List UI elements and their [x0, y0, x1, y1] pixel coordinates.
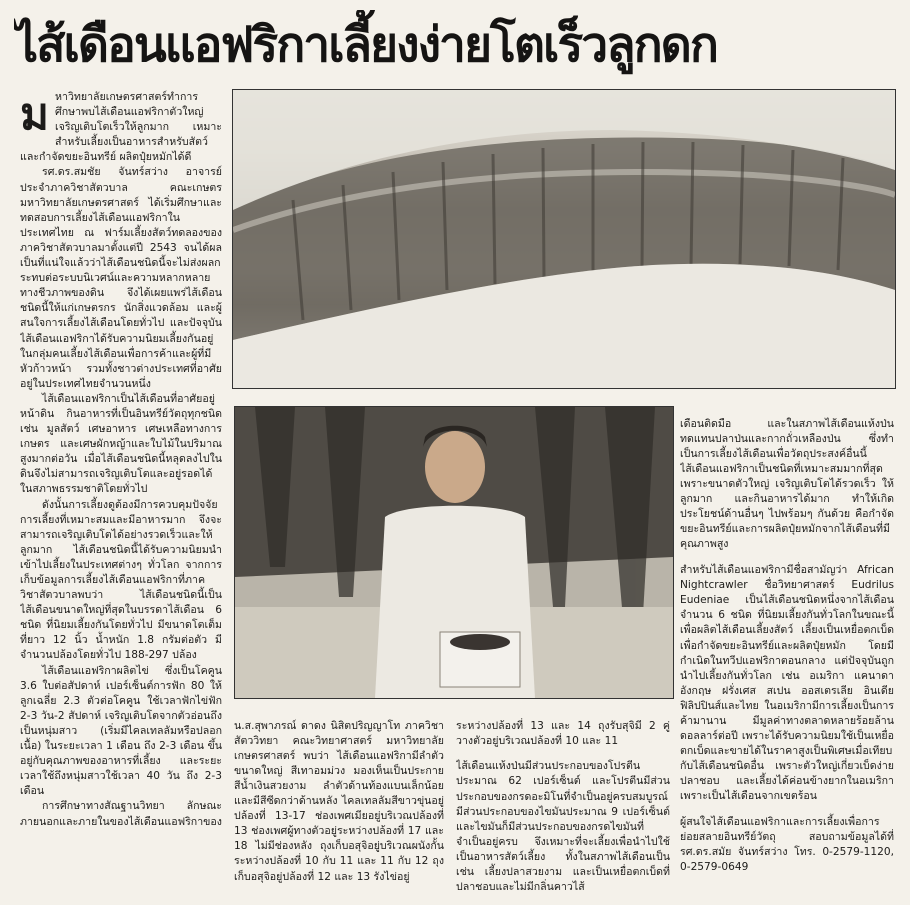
paragraph: การศึกษาทางสัณฐานวิทยา ลักษณะภายนอกและภายในของไส้เดือนแอฟริกาของ: [20, 800, 222, 828]
article-column-2: [234, 708, 444, 903]
paragraph: รศ.ดร.สมชัย จันทร์สว่าง อาจารย์ประจำภาควิชาสัตวบาล คณะเกษตร มหาวิทยาลัยเกษตรศาสตร์ ได้เริ่มศึกษาและทดสอบการเลี้ยงไส้เดือนแอฟริกาในประเทศไทย ณ ฟาร์มเลี้ยงสัตว์ทดลองของภาควิชาสัตวบาลมาตั้งแต่ปี 2543 จนได้ผลเป็นที่แน่ใจแล้วว่าไส้เดือนชนิดนี้จะไม่ส่งผลกระทบต่อระบบนิเวศน์และความหลากหลายทางชีวภาพของดิน จึงได้เผยแพร่ไส้เดือนชนิดนี้ให้แก่เกษตรกร นักสิ่งแวดล้อม และผู้สนใจการเลี้ยงไส้เดือนโดยทั่วไป และปัจจุบันไส้เดือนแอฟริกาได้รับความนิยมเลี้ยงกันอยู่ในกลุ่มคนเลี้ยงไส้เดือนเพื่อการค้าและผู้ที่มีหัวก้าวหน้า รวมทั้งชาวต่างประเทศที่อาศัยอยู่ในประเทศไทยจำนวนหนึ่ง: [20, 166, 222, 390]
article-column-1: [20, 90, 222, 902]
paragraph: ไส้เดือนแอฟริกาเป็นไส้เดือนที่อาศัยอยู่หน้าดิน กินอาหารที่เป็นอินทรีย์วัตถุทุกชนิด เช่น มูลสัตว์ เศษอาหาร เศษเหลือทางการเกษตร และเศษผักหญ้าและใบไม้ในปริมาณสูงมากต่อวัน เมื่อไส้เดือนชนิดนี้หลุดลงไปในดินจึงไม่สามารถเจริญเติบโตและอยู่รอดได้ในสภาพธรรมชาติโดยทั่วไป: [20, 392, 222, 496]
paragraph: ไส้เดือนแห้งป่นมีส่วนประกอบของโปรตีนประมาณ 62 เปอร์เซ็นต์ และโปรตีนมีส่วนประกอบของกรดอะมิโนที่จำเป็นอยู่ครบสมบูรณ์ มีส่วนประกอบของไขมันประมาณ 9 เปอร์เซ็นต์ และไขมันก็มีส่วนประกอบของกรดไขมันที่จำเป็นอยู่ครบ จึงเหมาะที่จะเลี้ยงเพื่อนำไปใช้เป็นอาหารสัตว์เลี้ยง ทั้งในสภาพไส้เดือนเป็น เช่น เลี้ยงปลาสวยงาม และเป็นเหยื่อตกเบ็ดที่ปลาชอบและไม่มีกลิ่นคาวไส้: [456, 760, 670, 894]
paragraph: เดือนติดมือ และในสภาพไส้เดือนแห้งป่นทดแทนปลาป่นและกากถั่วเหลืองป่น ซึ่งทำเป็นการเลี้ยงไส้เดือนเพื่อวัตถุประสงค์อื่นนี้ ไส้เดือนแอฟริกาเป็นชนิดที่เหมาะสมมากที่สุด เพราะขนาดตัวใหญ่ เจริญเติบโตได้รวดเร็ว ให้ลูกมาก และกินอาหารได้มาก ทำให้เกิดประโยชน์ด้านอื่นๆ ไปพร้อมๆ กันด้วย คือกำจัดขยะอินทรีย์และการผลิตปุ๋ยหมักจากไส้เดือนที่มีคุณภาพสูง: [680, 417, 894, 551]
article-column-4: [680, 406, 894, 903]
paragraph: ดังนั้นการเลี้ยงดูต้องมีการควบคุมปัจจัยการเลี้ยงที่เหมาะสมและมีอาหารมาก จึงจะสามารถเจริญเติบโตได้อย่างรวดเร็วและให้ลูกมาก ไส้เดือนชนิดนี้ได้รับความนิยมนำเข้าไปเลี้ยงในประเทศต่างๆ ทั่วโลก จากการเก็บข้อมูลการเลี้ยงไส้เดือนแอฟริกาที่ภาควิชาสัตวบาลพบว่า ไส้เดือนชนิดนี้เป็นไส้เดือนขนาดใหญ่ที่สุดในบรรดาไส้เดือน 6 ชนิด ที่นิยมเลี้ยงกันโดยทั่วไป มีขนาดโตเต็มที่ยาว 12 นิ้ว น้ำหนัก 1.8 กรัมต่อตัว มีจำนวนปล้องโดยทั่วไป 188-297 ปล้อง: [20, 498, 222, 662]
paragraph: หาวิทยาลัยเกษตรศาสตร์ทำการศึกษาพบไส้เดือนแอฟริกาตัวใหญ่ เจริญเติบโตเร็วให้ลูกมาก เหมาะสำหรับเลี้ยงเป็นอาหารสำหรับสัตว์และกำจัดขยะอินทรีย์ ผลิตปุ๋ยหมักได้ดี: [20, 91, 222, 164]
article-headline: ไส้เดือนแอฟริกาเลี้ยงง่ายโตเร็วลูกดก: [14, 17, 717, 73]
contact-paragraph: ผู้สนใจไส้เดือนแอฟริกาและการเลี้ยงเพื่อการย่อยสลายอินทรีย์วัตถุ สอบถามข้อมูลได้ที่ รศ.ดร.สมัย จันทร์สว่าง โทร. 0-2579-1120, 0-2579-0649: [680, 816, 894, 874]
article-column-3: [456, 708, 670, 903]
paragraph: ระหว่างปล้องที่ 13 และ 14 ถุงรับสุจิมี 2 คู่ วางตัวอยู่บริเวณปล้องที่ 10 และ 11: [456, 719, 670, 747]
paragraph: น.ส.สุพาภรณ์ ดาดง นิสิตปริญญาโท ภาควิชาสัตววิทยา คณะวิทยาศาสตร์ มหาวิทยาลัยเกษตรศาสตร์ พบว่า ไส้เดือนแอฟริกามีลำตัวขนาดใหญ่ สีเทาอมม่วง มองเห็นเป็นประกายสีน้ำเงินสวยงาม ลำตัวด้านท้องแบนเล็กน้อยและมีสีซีดกว่าด้านหลัง ไคลเทลลัมสีขาวขุ่นอยู่ปล้องที่ 13-17 ช่องเพศเมียอยู่บริเวณปล้องที่ 13 ช่องเพศผู้ทางตัวอยู่ระหว่างปล้องที่ 17 และ 18 ไม่มีช่องหลัง ถุงเก็บอสุจิอยู่บริเวณผนังกั้นระหว่างปล้องที่ 10 กับ 11 และ 11 กับ 12 ถุงเก็บอสุจิอยู่ปล้องที่ 12 และ 13 รังไข่อยู่: [234, 719, 444, 883]
paragraph: สำหรับไส้เดือนแอฟริกามีชื่อสามัญว่า African Nightcrawler ชื่อวิทยาศาสตร์ Eudrilus Eudeniae เป็นไส้เดือนชนิดหนึ่งจากไส้เดือนจำนวน 6 ชนิด ที่นิยมเลี้ยงกันทั่วโลกในขณะนี้ เพื่อผลิตไส้เดือนเลี้ยงสัตว์ เลี้ยงเป็นเหยื่อตกเบ็ด เพื่อกำจัดขยะอินทรีย์และผลิตปุ๋ยหมัก โดยมีกำเนิดในทวีปแอฟริกาตอนกลาง แต่ปัจจุบันถูกนำไปเลี้ยงกันทั่วโลก เช่น อเมริกา แคนาดา อังกฤษ ฝรั่งเศส สเปน ออสเตรเลีย อินเดีย ฟิลิปปินส์และไทย ในอเมริกามีการเลี้ยงเป็นการค้ามานาน มีมูลค่าทางตลาดหลายร้อยล้านดอลลาร์ต่อปี เพราะได้รับความนิยมใช้เป็นเหยื่อตกเบ็ดและขายได้ในราคาสูงเป็นพิเศษเมื่อเทียบกับไส้เดือนชนิดอื่น เพราะตัวใหญ่เกี่ยวเบ็ดง่าย ปลาชอบ และเลี้ยงได้ค่อนข้างยากในอเมริกา เพราะเป็นไส้เดือนจากเขตร้อน: [680, 564, 894, 803]
researcher-illustration: [235, 407, 673, 698]
earthworm-photo: [232, 89, 896, 389]
researcher-photo: [234, 406, 674, 699]
drop-cap: ม: [20, 90, 50, 140]
earthworm-illustration: [233, 90, 895, 388]
paragraph: ไส้เดือนแอฟริกาผลิตไข่ ซึ่งเป็นโคคูน 3.6 ใบต่อสัปดาห์ เปอร์เซ็นต์การฟัก 80 ให้ลูกเฉลี่ย 2.3 ตัวต่อโคคูน ใช้เวลาฟักไข่ฟัก 2-3 วัน-2 สัปดาห์ เจริญเติบโตจากตัวอ่อนถึงเป็นหนุ่มสาว (เริ่มมีไคลเทลลัมหรือปลอกเนื้อ) ในระยะเวลา 1 เดือน ถึง 2-3 เดือน ขึ้นอยู่กับคุณภาพของอาหารที่เลี้ยง และระยะเวลาใช้ถึงหนุ่มสาวใช้เวลา 40 วัน ถึง 2-3 เดือน: [20, 664, 222, 798]
